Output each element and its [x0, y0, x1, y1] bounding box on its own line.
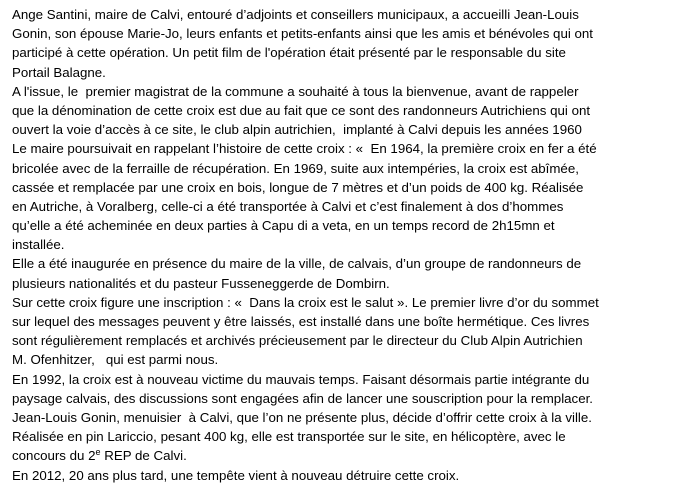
text-line: paysage calvais, des discussions sont engagées afin de lancer une souscription pour la remplacer.: [12, 390, 593, 406]
text-line: en Autriche, à Voralberg, celle-ci a été transportée à Calvi et c’est finalement à dos d’hommes: [12, 198, 564, 214]
ordinal-superscript: e: [95, 447, 101, 458]
text-line: En 2012, 20 ans plus tard, une tempête vient à nouveau détruire cette croix.: [12, 467, 460, 483]
text-line: A l'issue, le premier magistrat de la commune a souhaité à tous la bienvenue, avant de rappeler: [12, 83, 579, 99]
text-line: Le maire poursuivait en rappelant l’histoire de cette croix : « En 1964, la première croix en fer a été: [12, 141, 597, 157]
regiment-text-after: REP de Calvi.: [100, 448, 187, 464]
text-line: Jean-Louis Gonin, menuisier à Calvi, que l’on ne présente plus, décide d’offrir cette croix à la ville.: [12, 409, 592, 425]
regiment-text-before: concours du 2: [12, 448, 96, 464]
text-line: M. Ofenhitzer, qui est parmi nous.: [12, 352, 219, 368]
text-line: Sur cette croix figure une inscription : « Dans la croix est le salut ». Le premier livre d’or du sommet: [12, 294, 599, 310]
text-line: cassée et remplacée par une croix en bois, longue de 7 mètres et d’un poids de 400 kg. Réalisée: [12, 179, 584, 195]
text-line: participé à cette opération. Un petit film de l'opération était présenté par le responsable du site: [12, 45, 566, 61]
text-line: plusieurs nationalités et du pasteur Fusseneggerde de Dombirn.: [12, 275, 390, 291]
text-line: bricolée avec de la ferraille de récupération. En 1969, suite aux intempéries, la croix est abîmée,: [12, 160, 579, 176]
text-line: En 1992, la croix est à nouveau victime du mauvais temps. Faisant désormais partie intégrante du: [12, 371, 590, 387]
text-line: Portail Balagne.: [12, 64, 106, 80]
text-line: Gonin, son épouse Marie-Jo, leurs enfants et petits-enfants ainsi que les amis et bénévoles qui ont: [12, 26, 593, 42]
text-line: sur lequel des messages peuvent y être laissés, est installé dans une boîte hermétique. Ces livres: [12, 314, 590, 329]
text-line: installée.: [12, 237, 65, 253]
text-line: que la dénomination de cette croix est due au fait que ce sont des randonneurs Autrichiens qui ont: [12, 102, 591, 118]
text-line: Elle a été inaugurée en présence du maire de la ville, de calvais, d’un groupe de randonneurs de: [12, 256, 582, 272]
text-line: Ange Santini, maire de Calvi, entouré d’adjoints et conseillers municipaux, a accueilli Jean-Louis: [12, 7, 579, 22]
text-line: [12, 446, 675, 465]
text-line: qu’elle a été acheminée en deux parties à Capu di a veta, en un temps record de 2h15mn et: [12, 218, 555, 234]
article-body: [12, 5, 675, 485]
text-line: Réalisée en pin Lariccio, pesant 400 kg, elle est transportée sur le site, en hélicoptère, avec le: [12, 429, 566, 445]
text-line: ouvert la voie d’accès à ce site, le club alpin autrichien, implanté à Calvi depuis les années 1960: [12, 122, 582, 138]
text-line: sont régulièrement remplacés et archivés précieusement par le directeur du Club Alpin Autrichien: [12, 333, 583, 349]
